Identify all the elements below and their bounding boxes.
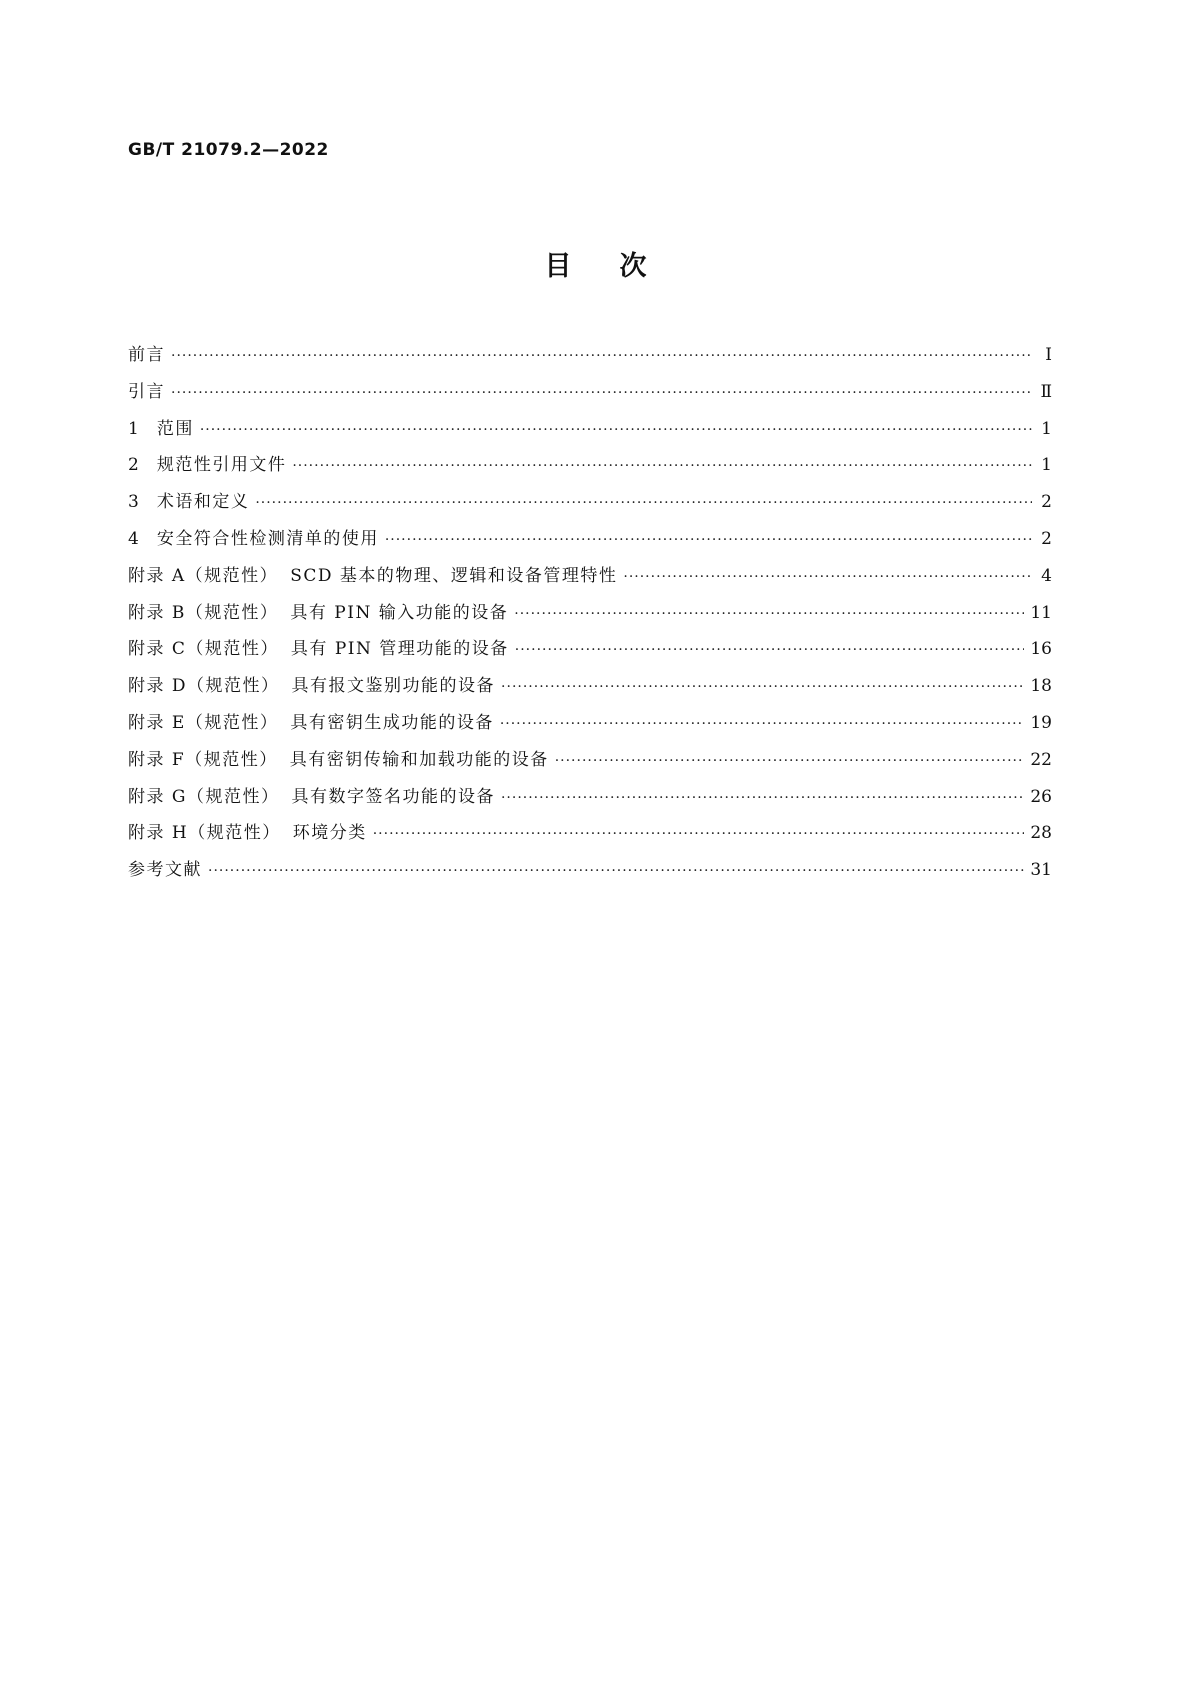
toc-leader-dots — [500, 716, 1025, 732]
toc-entry-section-4[interactable] — [128, 524, 1052, 561]
toc-entry-annex-d[interactable] — [128, 671, 1052, 708]
toc-entry-page: 2 — [1041, 528, 1052, 549]
toc-entry-annex-a[interactable] — [128, 561, 1052, 598]
toc-entry-number: 4 — [128, 528, 139, 549]
toc-entry-page: 1 — [1041, 418, 1052, 439]
toc-entry-label — [128, 671, 495, 696]
toc-entry-title: 具有报文鉴别功能的设备 — [291, 676, 496, 697]
toc-entry-label — [128, 855, 202, 880]
title-char-2: 次 — [619, 251, 647, 282]
toc-annex-type: 附录 C（规范性） — [128, 639, 279, 660]
table-of-contents — [128, 340, 1052, 892]
toc-entry-number: 2 — [128, 455, 139, 476]
toc-entry-page: 18 — [1030, 676, 1052, 697]
toc-entry-annex-b[interactable] — [128, 598, 1052, 635]
toc-entry-title: 引言 — [128, 381, 165, 402]
toc-entry-title: 范围 — [156, 418, 194, 439]
toc-leader-dots — [514, 606, 1024, 622]
toc-annex-type: 附录 D（规范性） — [128, 676, 280, 697]
toc-entry-label — [128, 524, 379, 549]
toc-entry-label — [128, 414, 194, 439]
toc-entry-title: 具有 PIN 管理功能的设备 — [290, 639, 509, 660]
toc-entry-page: 1 — [1041, 455, 1052, 476]
toc-entry-section-1[interactable] — [128, 414, 1052, 451]
toc-leader-dots — [385, 532, 1032, 548]
toc-entry-page: 28 — [1030, 823, 1052, 844]
toc-entry-title: 具有密钥传输和加载功能的设备 — [289, 749, 549, 770]
toc-entry-page: 22 — [1030, 749, 1052, 770]
standard-number: GB/T 21079.2—2022 — [128, 140, 329, 160]
toc-entry-annex-e[interactable] — [128, 708, 1052, 745]
toc-leader-dots — [515, 642, 1025, 658]
toc-entry-annex-h[interactable] — [128, 818, 1052, 855]
toc-entry-page: 26 — [1030, 786, 1052, 807]
toc-entry-title: 具有数字签名功能的设备 — [291, 786, 495, 807]
toc-leader-dots — [373, 826, 1025, 842]
title-char-1: 目 — [544, 251, 572, 282]
toc-entry-label — [128, 377, 165, 402]
toc-entry-page: 4 — [1041, 565, 1052, 586]
toc-entry-title: 具有 PIN 输入功能的设备 — [290, 602, 509, 623]
toc-entry-number: 3 — [128, 492, 139, 513]
toc-entry-foreword[interactable] — [128, 340, 1052, 377]
toc-leader-dots — [200, 422, 1032, 438]
toc-entry-label — [128, 745, 549, 770]
toc-entry-annex-g[interactable] — [128, 782, 1052, 819]
toc-entry-label — [128, 450, 286, 475]
toc-annex-type: 附录 A（规范性） — [128, 565, 279, 586]
toc-leader-dots — [171, 385, 1032, 401]
page-title — [0, 244, 1191, 283]
toc-entry-section-2[interactable] — [128, 450, 1052, 487]
toc-entry-page: 16 — [1030, 639, 1052, 660]
toc-leader-dots — [501, 679, 1024, 695]
toc-entry-title: 安全符合性检测清单的使用 — [156, 528, 379, 549]
toc-entry-section-3[interactable] — [128, 487, 1052, 524]
toc-entry-label — [128, 782, 495, 807]
toc-entry-annex-c[interactable] — [128, 634, 1052, 671]
toc-entry-title: 规范性引用文件 — [156, 455, 287, 476]
toc-entry-label — [128, 634, 509, 659]
toc-entry-label — [128, 818, 367, 843]
toc-entry-label — [128, 708, 494, 733]
toc-entry-title: 环境分类 — [292, 823, 367, 844]
toc-leader-dots — [292, 458, 1032, 474]
toc-entry-label — [128, 598, 508, 623]
toc-annex-type: 附录 F（规范性） — [128, 749, 278, 770]
toc-entry-label — [128, 561, 617, 586]
toc-entry-page: 2 — [1041, 492, 1052, 513]
toc-leader-dots — [171, 348, 1032, 364]
toc-entry-title: 参考文献 — [128, 860, 202, 881]
toc-entry-page: Ⅰ — [1045, 345, 1052, 365]
toc-entry-annex-f[interactable] — [128, 745, 1052, 782]
toc-entry-page: 19 — [1030, 712, 1052, 733]
toc-entry-page: 31 — [1030, 860, 1052, 881]
toc-entry-introduction[interactable] — [128, 377, 1052, 414]
toc-leader-dots — [555, 753, 1025, 769]
toc-leader-dots — [208, 863, 1024, 879]
toc-entry-title: 具有密钥生成功能的设备 — [290, 712, 494, 733]
toc-entry-title: 前言 — [128, 345, 165, 365]
toc-entry-number: 1 — [128, 418, 139, 439]
toc-leader-dots — [623, 569, 1032, 585]
toc-leader-dots — [501, 790, 1024, 806]
toc-annex-type: 附录 H（规范性） — [128, 823, 281, 844]
toc-leader-dots — [255, 495, 1032, 511]
toc-entry-label — [128, 340, 165, 365]
toc-entry-page: Ⅱ — [1040, 381, 1052, 402]
toc-entry-title: SCD 基本的物理、逻辑和设备管理特性 — [290, 565, 618, 586]
toc-annex-type: 附录 B（规范性） — [128, 602, 279, 623]
toc-entry-label — [128, 487, 249, 512]
toc-annex-type: 附录 E（规范性） — [128, 712, 279, 733]
toc-entry-page: 11 — [1030, 602, 1052, 623]
toc-entry-bibliography[interactable] — [128, 855, 1052, 892]
toc-entry-title: 术语和定义 — [156, 492, 250, 513]
toc-annex-type: 附录 G（规范性） — [128, 786, 280, 807]
